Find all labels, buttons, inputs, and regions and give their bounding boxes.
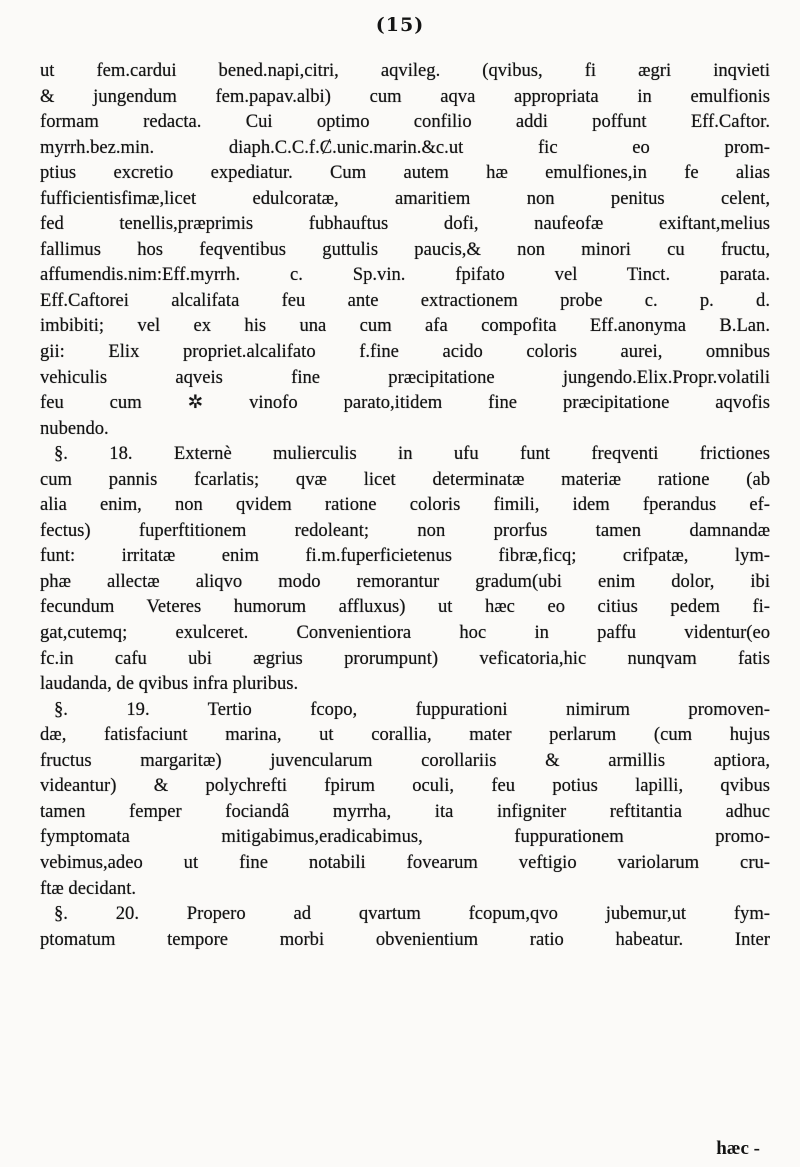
text-line: Eff.Caftorei alcalifata feu ante extractionem probe c. p. d.	[40, 289, 770, 311]
body-text	[40, 58, 770, 952]
text-line: tamen femper fociandâ myrrha, ita infigniter reftitantia adhuc	[40, 800, 770, 822]
page-folio: (15)	[375, 14, 425, 36]
paragraph-19-start: §. 19. Tertio fcopo, fuppurationi nimirum promoven-	[54, 698, 770, 720]
text-line: fallimus hos feqventibus guttulis paucis,& non minori cu fructu,	[40, 238, 770, 260]
text-line: ut fem.cardui bened.napi,citri, aqvileg. (qvibus, fi ægri inqvieti	[40, 60, 770, 81]
text-line: videantur) & polychrefti fpirum oculi, feu potius lapilli, qvibus	[40, 775, 770, 797]
text-line: cum pannis fcarlatis; qvæ licet determinatæ materiæ ratione (ab	[40, 468, 770, 490]
text-line: fructus margaritæ) juvencularum corollariis & armillis aptiora,	[40, 749, 770, 771]
text-line: fufficientisfimæ,licet edulcoratæ, amaritiem non penitus celent,	[40, 187, 770, 209]
text-line: affumendis.nim:Eff.myrrh. c. Sp.vin. fpifato vel Tinct. parata.	[40, 264, 770, 286]
text-line: gii: Elix propriet.alcalifato f.fine acido coloris aurei, omnibus	[40, 341, 770, 363]
text-line: gat,cutemq; exulceret. Convenientiora hoc in paffu videntur(eo	[40, 622, 770, 644]
text-line: laudanda, de qvibus infra pluribus.	[40, 673, 299, 695]
text-line: dæ, fatisfaciunt marina, ut corallia, mater perlarum (cum hujus	[40, 724, 770, 746]
text-line: feu cum ✲ vinofo parato,itidem fine præcipitatione aqvofis	[40, 392, 770, 414]
text-line: funt: irritatæ enim fi.m.fuperficietenus fibræ,ficq; crifpatæ, lym-	[40, 545, 770, 567]
text-line: myrrh.bez.min. diaph.C.C.f.Ȼ.unic.marin.&c.ut fic eo prom-	[40, 136, 770, 158]
text-line: phæ allectæ aliqvo modo remorantur gradum(ubi enim dolor, ibi	[40, 570, 770, 592]
text-line: vebimus,adeo ut fine notabili fovearum veftigio variolarum cru-	[40, 851, 770, 873]
paragraph-20-start: §. 20. Propero ad qvartum fcopum,qvo jubemur,ut fym-	[54, 903, 770, 925]
paragraph-18-start: §. 18. Externè mulierculis in ufu funt freqventi frictiones	[54, 443, 770, 465]
catchword: hæc -	[716, 1138, 760, 1159]
text-line: fymptomata mitigabimus,eradicabimus, fuppurationem promo-	[40, 826, 770, 848]
text-line: imbibiti; vel ex his una cum afa compofita Eff.anonyma B.Lan.	[40, 315, 770, 337]
text-line: ftæ decidant.	[40, 877, 137, 899]
text-line: fectus) fuperftitionem redoleant; non prorfus tamen damnandæ	[40, 519, 770, 541]
text-line: formam redacta. Cui optimo confilio addi poffunt Eff.Caftor.	[40, 111, 770, 133]
text-line: ptomatum tempore morbi obvenientium ratio habeatur. Inter	[40, 928, 770, 950]
text-line: fc.in cafu ubi ægrius prorumpunt) veficatoria,hic nunqvam fatis	[40, 647, 770, 669]
text-line: & jungendum fem.papav.albi) cum aqva appropriata in emulfionis	[40, 85, 770, 107]
text-line: vehiculis aqveis fine præcipitatione jungendo.Elix.Propr.volatili	[40, 366, 770, 388]
text-line: alia enim, non qvidem ratione coloris fimili, idem fperandus ef-	[40, 494, 770, 516]
text-line: ptius excretio expediatur. Cum autem hæ emulfiones,in fe alias	[40, 162, 770, 184]
text-line: fed tenellis,præprimis fubhauftus dofi, naufeofæ exiftant,melius	[40, 213, 770, 235]
text-line: nubendo.	[40, 417, 109, 439]
text-line: fecundum Veteres humorum affluxus) ut hæc eo citius pedem fi-	[40, 596, 770, 618]
